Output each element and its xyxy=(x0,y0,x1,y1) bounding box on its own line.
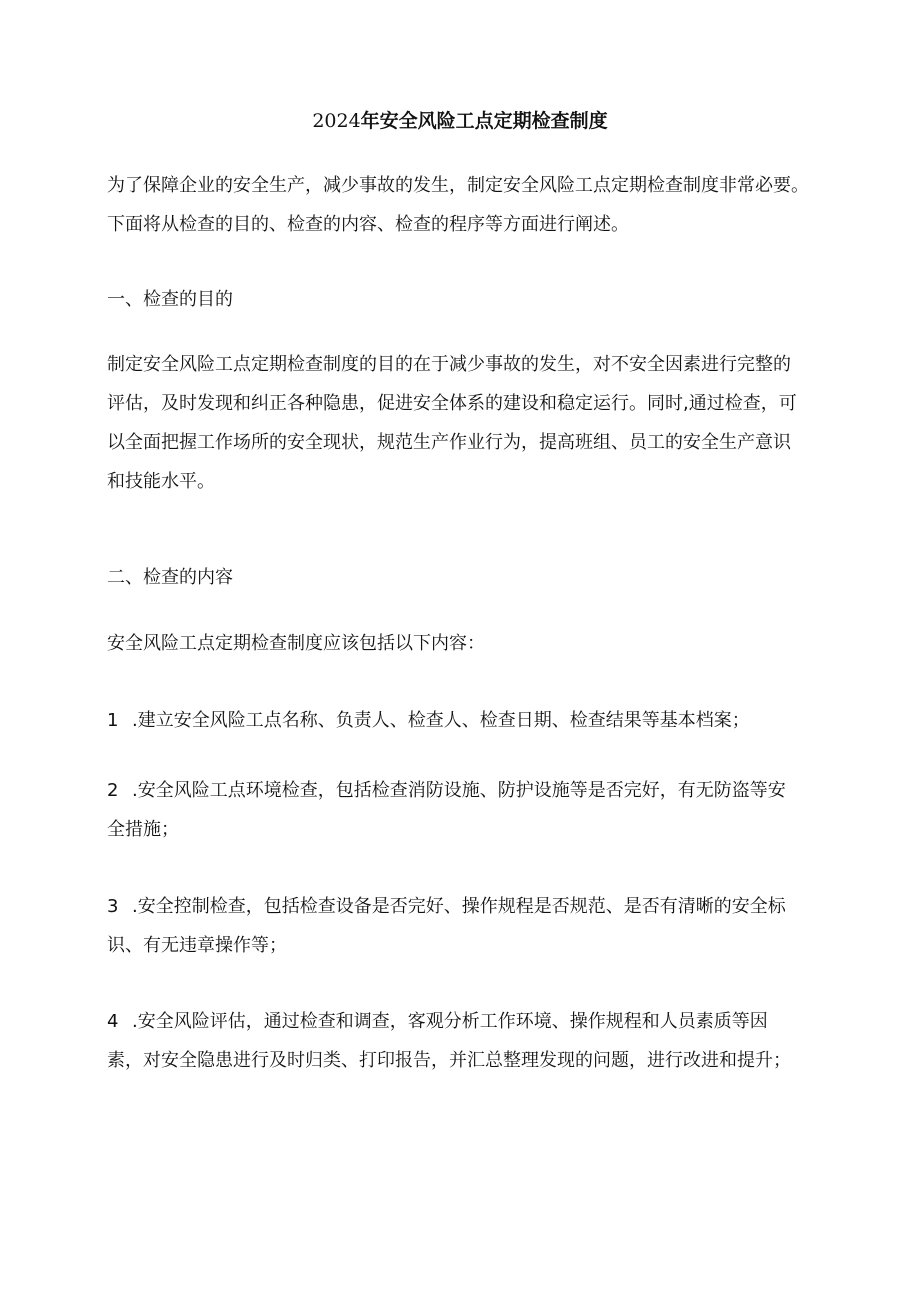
list-item-line xyxy=(107,887,819,926)
list-item-line: 识、有无违章操作等； xyxy=(107,935,287,956)
list-item-line: 全措施； xyxy=(107,819,179,840)
list-item-line xyxy=(107,771,819,810)
title-text: 年安全风险工点定期检查制度 xyxy=(360,110,608,132)
list-item-line xyxy=(107,701,819,740)
intro-line: 为了保障企业的安全生产，减少事故的发生，制定安全风险工点定期检查制度非常必要。 xyxy=(107,175,809,196)
intro-line: 下面将从检查的目的、检查的内容、检查的程序等方面进行阐述。 xyxy=(107,214,629,235)
purpose-paragraph xyxy=(107,345,819,501)
list-item-number: 3 xyxy=(107,896,119,917)
list-item-number: 4 xyxy=(107,1011,119,1032)
list-item-text: .安全风险工点环境检查，包括检查消防设施、防护设施等是否完好，有无防盗等安 xyxy=(132,780,786,801)
title-year: 2024 xyxy=(312,110,361,132)
paragraph-line: 安全风险工点定期检查制度应该包括以下内容： xyxy=(107,633,485,654)
intro-paragraph xyxy=(107,166,819,244)
paragraph-line: 评估，及时发现和纠正各种隐患，促进安全体系的建设和稳定运行。同时,通过检查，可 xyxy=(107,393,797,414)
list-item xyxy=(107,701,819,740)
section-heading-text: 一、检查的目的 xyxy=(107,289,233,310)
list-item-text: .安全风险评估，通过检查和调查，客观分析工作环境、操作规程和人员素质等因 xyxy=(132,1011,768,1032)
list-item xyxy=(107,771,819,849)
paragraph-line: 制定安全风险工点定期检查制度的目的在于减少事故的发生，对不安全因素进行完整的 xyxy=(107,354,791,375)
section-heading-text: 二、检查的内容 xyxy=(107,567,233,588)
list-item-text: .建立安全风险工点名称、负责人、检查人、检查日期、检查结果等基本档案； xyxy=(132,710,750,731)
list-item xyxy=(107,887,819,965)
list-item-number: 1 xyxy=(107,710,119,731)
list-item xyxy=(107,1002,819,1080)
list-item-line: 素，对安全隐患进行及时归类、打印报告，并汇总整理发现的问题，进行改进和提升； xyxy=(107,1050,791,1071)
section-heading-content xyxy=(107,558,819,597)
document-title xyxy=(0,107,920,135)
list-item-text: .安全控制检查，包括检查设备是否完好、操作规程是否规范、是否有清晰的安全标 xyxy=(132,896,786,917)
paragraph-line: 以全面把握工作场所的安全现状，规范生产作业行为，提高班组、员工的安全生产意识 xyxy=(107,432,791,453)
list-item-number: 2 xyxy=(107,780,119,801)
content-intro xyxy=(107,624,819,663)
section-heading-purpose xyxy=(107,280,819,319)
paragraph-line: 和技能水平。 xyxy=(107,471,215,492)
list-item-line xyxy=(107,1002,819,1041)
